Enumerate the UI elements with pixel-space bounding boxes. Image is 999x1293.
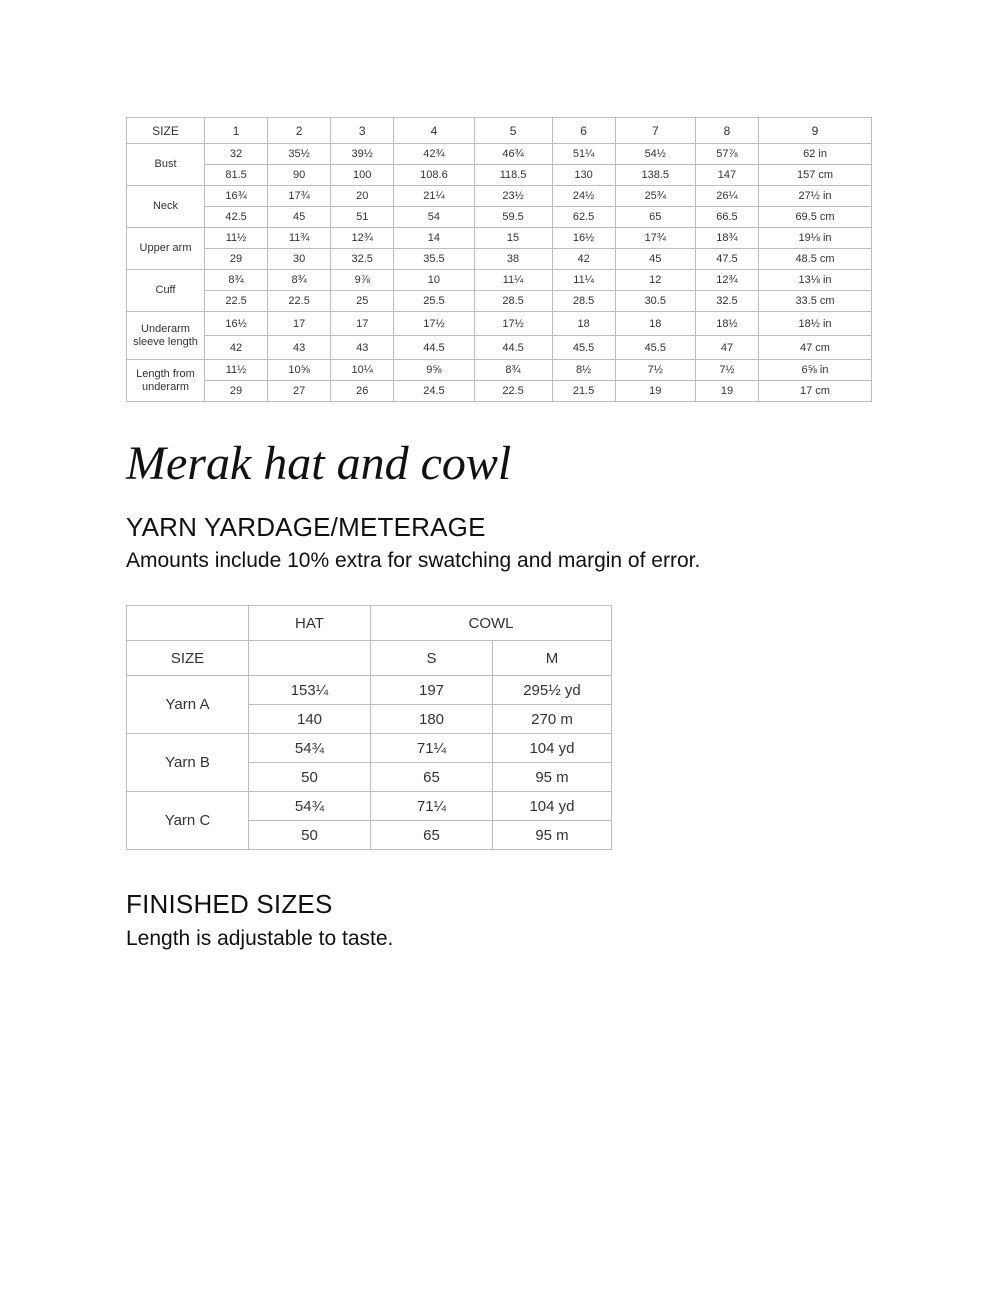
measurement-value: 32.5 [331,249,394,270]
measurement-value: 42¾ [394,144,474,165]
measurement-value: 42 [205,336,268,360]
measurement-value: 30.5 [615,291,695,312]
yarn-value: 140 [249,705,371,734]
size-chart-header-row [127,118,872,144]
measurement-value: 10 [394,270,474,291]
measurement-value: 11½ [205,228,268,249]
measurement-value: 100 [331,165,394,186]
yarn-value: 104 yd [493,734,612,763]
measurement-value: 16½ [205,312,268,336]
measurement-value: 19⅛ in [759,228,872,249]
measurement-value: 38 [474,249,552,270]
empty-header-cell [127,606,249,641]
yarn-value: 295½ yd [493,676,612,705]
measurement-value: 22.5 [205,291,268,312]
yarn-row [127,792,612,821]
yarn-value: 50 [249,821,371,850]
measurement-label: Cuff [127,270,205,312]
size-chart-row [127,186,872,207]
measurement-value: 17¾ [615,228,695,249]
measurement-value: 157 cm [759,165,872,186]
size-header: 9 [759,118,872,144]
measurement-value: 12¾ [331,228,394,249]
measurement-value: 12 [615,270,695,291]
measurement-value: 47 [695,336,758,360]
measurement-value: 17 [268,312,331,336]
cowl-size-s: S [371,641,493,676]
yarn-value: 50 [249,763,371,792]
page-title: Merak hat and cowl [126,437,512,490]
measurement-value: 28.5 [474,291,552,312]
yarn-label: Yarn A [127,676,249,734]
yarn-row [127,676,612,705]
measurement-value: 11½ [205,360,268,381]
measurement-value: 42 [552,249,615,270]
size-header: 6 [552,118,615,144]
measurement-value: 8¾ [474,360,552,381]
measurement-value: 62 in [759,144,872,165]
yarn-value: 65 [371,821,493,850]
measurement-label: Bust [127,144,205,186]
measurement-value: 69.5 cm [759,207,872,228]
measurement-value: 14 [394,228,474,249]
measurement-label: Length from underarm [127,360,205,402]
measurement-value: 47 cm [759,336,872,360]
yarn-value: 71¼ [371,734,493,763]
measurement-value: 7½ [615,360,695,381]
measurement-value: 26¼ [695,186,758,207]
size-chart-table [126,117,872,402]
measurement-value: 44.5 [394,336,474,360]
measurement-value: 7½ [695,360,758,381]
measurement-label: Underarm sleeve length [127,312,205,360]
yarn-value: 270 m [493,705,612,734]
size-header: 8 [695,118,758,144]
measurement-value: 130 [552,165,615,186]
measurement-value: 81.5 [205,165,268,186]
size-label: SIZE [127,641,249,676]
measurement-value: 6⅝ in [759,360,872,381]
measurement-value: 11¼ [474,270,552,291]
measurement-value: 44.5 [474,336,552,360]
size-chart-row [127,360,872,381]
measurement-value: 22.5 [268,291,331,312]
measurement-value: 8½ [552,360,615,381]
measurement-value: 17 [331,312,394,336]
measurement-value: 17 cm [759,381,872,402]
measurement-value: 18¾ [695,228,758,249]
yarn-table-size-row [127,641,612,676]
size-chart-row [127,336,872,360]
yarn-value: 54¾ [249,734,371,763]
yarn-value: 95 m [493,763,612,792]
measurement-label: Upper arm [127,228,205,270]
measurement-value: 8¾ [205,270,268,291]
measurement-value: 43 [331,336,394,360]
measurement-value: 22.5 [474,381,552,402]
measurement-value: 45.5 [552,336,615,360]
measurement-value: 45 [615,249,695,270]
measurement-value: 10¼ [331,360,394,381]
hat-size-cell [249,641,371,676]
measurement-value: 30 [268,249,331,270]
cowl-header: COWL [371,606,612,641]
measurement-value: 147 [695,165,758,186]
measurement-value: 48.5 cm [759,249,872,270]
measurement-value: 8¾ [268,270,331,291]
size-chart-row [127,312,872,336]
measurement-value: 16¾ [205,186,268,207]
yarn-value: 180 [371,705,493,734]
measurement-value: 39½ [331,144,394,165]
measurement-value: 45 [268,207,331,228]
yarn-row [127,734,612,763]
measurement-value: 19 [695,381,758,402]
measurement-value: 29 [205,249,268,270]
yarn-value: 95 m [493,821,612,850]
yarn-value: 197 [371,676,493,705]
measurement-value: 16½ [552,228,615,249]
size-chart-row [127,291,872,312]
size-header: 7 [615,118,695,144]
hat-header: HAT [249,606,371,641]
measurement-value: 33.5 cm [759,291,872,312]
measurement-value: 26 [331,381,394,402]
measurement-value: 57⅞ [695,144,758,165]
yarn-table [126,605,612,850]
yarn-value: 153¼ [249,676,371,705]
measurement-value: 51¼ [552,144,615,165]
measurement-value: 59.5 [474,207,552,228]
measurement-value: 11¾ [268,228,331,249]
measurement-value: 29 [205,381,268,402]
measurement-value: 21.5 [552,381,615,402]
measurement-value: 66.5 [695,207,758,228]
size-chart-row [127,207,872,228]
yarn-value: 54¾ [249,792,371,821]
measurement-value: 138.5 [615,165,695,186]
measurement-value: 47.5 [695,249,758,270]
measurement-value: 25.5 [394,291,474,312]
measurement-value: 28.5 [552,291,615,312]
yarn-label: Yarn C [127,792,249,850]
yarn-subtitle: Amounts include 10% extra for swatching and margin of error. [126,549,701,572]
measurement-value: 118.5 [474,165,552,186]
measurement-value: 18½ in [759,312,872,336]
size-header: 1 [205,118,268,144]
measurement-value: 54 [394,207,474,228]
measurement-value: 11¼ [552,270,615,291]
measurement-value: 20 [331,186,394,207]
size-chart-row [127,165,872,186]
measurement-value: 18 [615,312,695,336]
measurement-value: 90 [268,165,331,186]
measurement-value: 9⅝ [394,360,474,381]
size-chart-row [127,270,872,291]
yarn-heading: YARN YARDAGE/METERAGE [126,512,486,542]
measurement-value: 21¼ [394,186,474,207]
measurement-value: 43 [268,336,331,360]
measurement-value: 42.5 [205,207,268,228]
measurement-label: Neck [127,186,205,228]
measurement-value: 9⅞ [331,270,394,291]
measurement-value: 45.5 [615,336,695,360]
measurement-value: 65 [615,207,695,228]
yarn-table-header-row [127,606,612,641]
measurement-value: 35.5 [394,249,474,270]
measurement-value: 27 [268,381,331,402]
size-header: 3 [331,118,394,144]
measurement-value: 54½ [615,144,695,165]
yarn-value: 71¼ [371,792,493,821]
size-chart-row [127,381,872,402]
measurement-value: 27½ in [759,186,872,207]
finished-heading: FINISHED SIZES [126,889,333,919]
size-header: 4 [394,118,474,144]
measurement-value: 108.6 [394,165,474,186]
yarn-value: 104 yd [493,792,612,821]
measurement-value: 32.5 [695,291,758,312]
measurement-value: 23½ [474,186,552,207]
measurement-value: 19 [615,381,695,402]
measurement-value: 24.5 [394,381,474,402]
measurement-value: 46¾ [474,144,552,165]
measurement-value: 32 [205,144,268,165]
measurement-value: 17½ [474,312,552,336]
size-chart-row [127,144,872,165]
measurement-value: 17¾ [268,186,331,207]
measurement-value: 15 [474,228,552,249]
measurement-value: 17½ [394,312,474,336]
size-header: 2 [268,118,331,144]
size-chart-row [127,249,872,270]
measurement-value: 51 [331,207,394,228]
measurement-value: 24½ [552,186,615,207]
measurement-value: 12¾ [695,270,758,291]
measurement-value: 13⅛ in [759,270,872,291]
measurement-value: 25 [331,291,394,312]
cowl-size-m: M [493,641,612,676]
yarn-label: Yarn B [127,734,249,792]
measurement-value: 10⅝ [268,360,331,381]
measurement-value: 35½ [268,144,331,165]
measurement-value: 25¾ [615,186,695,207]
measurement-value: 18½ [695,312,758,336]
size-header: SIZE [127,118,205,144]
measurement-value: 18 [552,312,615,336]
measurement-value: 62.5 [552,207,615,228]
yarn-value: 65 [371,763,493,792]
size-chart-row [127,228,872,249]
finished-subtitle: Length is adjustable to taste. [126,927,394,950]
size-header: 5 [474,118,552,144]
